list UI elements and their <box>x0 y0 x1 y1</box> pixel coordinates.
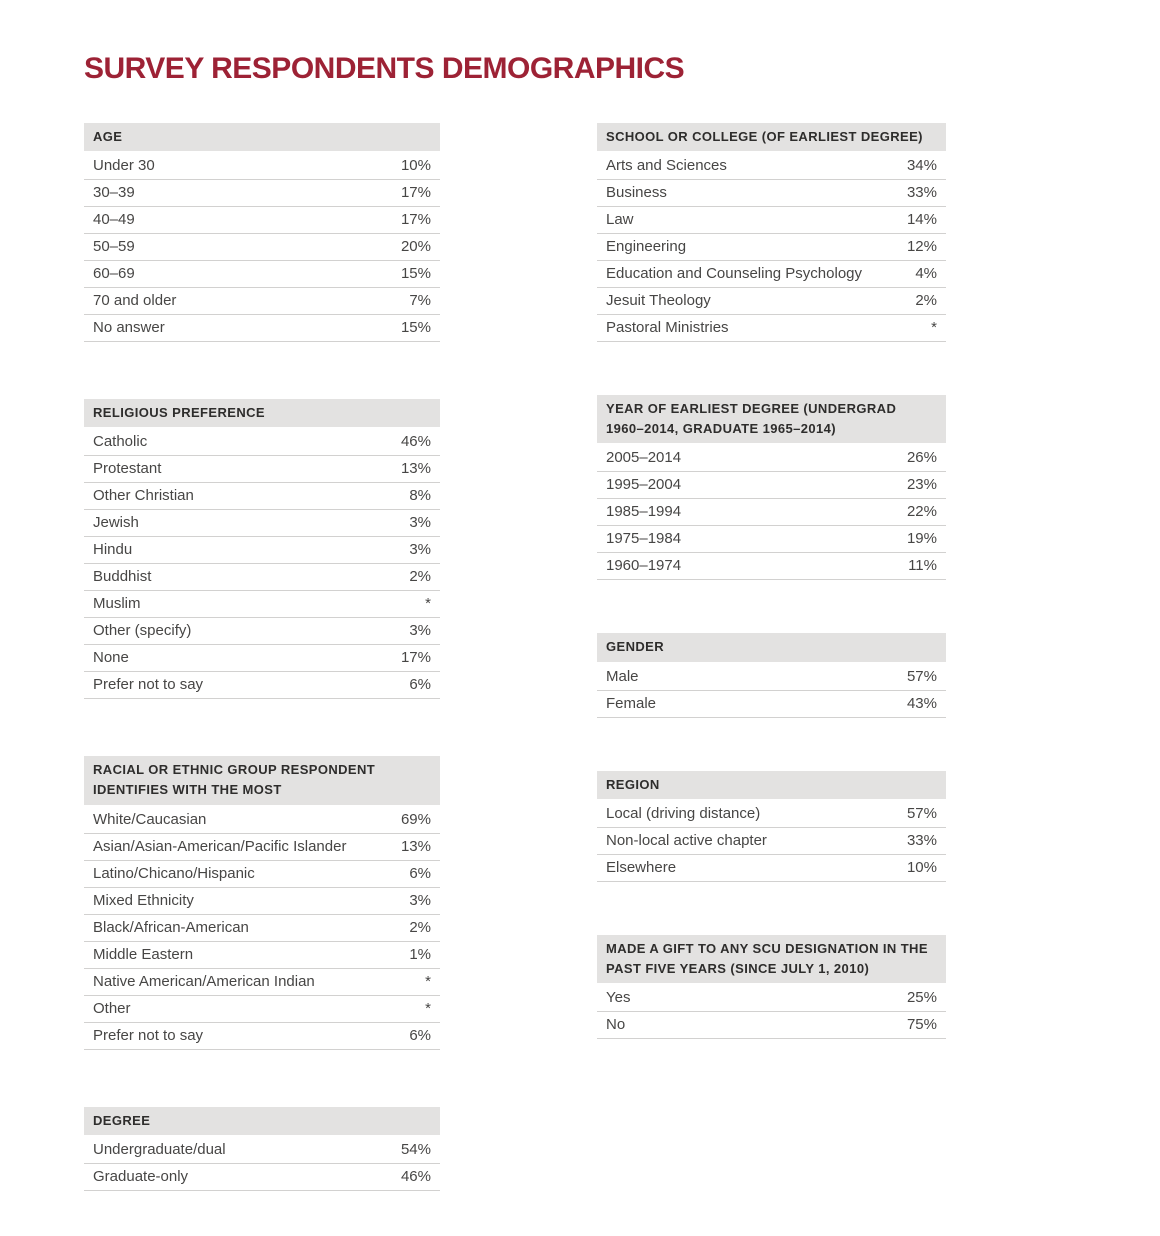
row-value: 1% <box>409 945 431 963</box>
row-label: Female <box>606 694 657 712</box>
row-value: * <box>425 972 431 990</box>
table-row <box>597 499 946 526</box>
table-row <box>597 180 946 207</box>
table-header: REGION <box>597 771 946 799</box>
row-label: 50–59 <box>93 238 135 256</box>
row-value: 3% <box>409 891 431 909</box>
table-row <box>597 828 946 855</box>
row-label: Male <box>606 667 639 685</box>
row-value: 34% <box>906 157 937 175</box>
row-value: 3% <box>409 541 431 559</box>
row-label: Jewish <box>93 514 139 532</box>
row-value: 6% <box>409 676 431 694</box>
table-row <box>84 207 440 234</box>
row-value: 17% <box>400 649 431 667</box>
row-value: 57% <box>906 804 937 822</box>
table-row <box>84 591 440 618</box>
row-label: Native American/American Indian <box>93 972 315 990</box>
table-header: AGE <box>84 123 440 151</box>
table-rows <box>84 807 440 1050</box>
table-row <box>84 915 440 942</box>
row-label: Education and Counseling Psychology <box>606 265 863 283</box>
table-row <box>84 261 440 288</box>
stat-table <box>597 633 946 717</box>
row-value: 22% <box>906 503 937 521</box>
row-label: Prefer not to say <box>93 676 204 694</box>
table-rows <box>84 429 440 699</box>
row-value: 17% <box>400 211 431 229</box>
table-row <box>597 472 946 499</box>
table-row <box>84 315 440 342</box>
table-rows <box>597 445 946 580</box>
row-value: 6% <box>409 1026 431 1044</box>
row-label: Business <box>606 184 667 202</box>
table-row <box>84 672 440 699</box>
row-value: 15% <box>400 265 431 283</box>
row-label: Asian/Asian-American/Pacific Islander <box>93 837 347 855</box>
row-value: 12% <box>906 238 937 256</box>
table-row <box>84 861 440 888</box>
row-label: Prefer not to say <box>93 1026 204 1044</box>
row-value: 54% <box>400 1140 431 1158</box>
page-title: SURVEY RESPONDENTS DEMOGRAPHICS <box>84 52 685 85</box>
table-row <box>597 691 946 718</box>
row-value: 25% <box>906 988 937 1006</box>
table-row <box>84 969 440 996</box>
row-value: 2% <box>409 568 431 586</box>
row-label: Law <box>606 211 634 229</box>
row-label: Pastoral Ministries <box>606 319 729 337</box>
row-label: Other (specify) <box>93 622 192 640</box>
row-value: * <box>931 319 937 337</box>
row-value: 69% <box>400 810 431 828</box>
row-value: 3% <box>409 514 431 532</box>
row-label: Undergraduate/dual <box>93 1140 226 1158</box>
row-label: Middle Eastern <box>93 945 194 963</box>
row-value: 57% <box>906 667 937 685</box>
row-value: 3% <box>409 622 431 640</box>
row-label: 1960–1974 <box>606 557 682 575</box>
left-column <box>84 123 440 1191</box>
table-row <box>597 664 946 691</box>
row-label: Mixed Ethnicity <box>93 891 194 909</box>
row-label: Under 30 <box>93 157 155 175</box>
table-rows <box>597 664 946 718</box>
table-row <box>84 834 440 861</box>
table-row <box>84 234 440 261</box>
table-header: YEAR OF EARLIEST DEGREE (UNDERGRAD 1960–2014, GRADUATE 1965–2014) <box>597 395 946 443</box>
row-label: Other <box>93 999 131 1017</box>
stat-table <box>84 1107 440 1191</box>
row-value: 14% <box>906 211 937 229</box>
table-row <box>84 1023 440 1050</box>
table-row <box>84 942 440 969</box>
row-value: 33% <box>906 184 937 202</box>
row-label: 30–39 <box>93 184 135 202</box>
table-row <box>84 996 440 1023</box>
row-label: Protestant <box>93 460 162 478</box>
row-value: 2% <box>409 918 431 936</box>
row-label: 1975–1984 <box>606 530 682 548</box>
row-label: Arts and Sciences <box>606 157 727 175</box>
stat-table <box>597 771 946 882</box>
table-header: SCHOOL OR COLLEGE (OF EARLIEST DEGREE) <box>597 123 946 151</box>
row-value: 43% <box>906 694 937 712</box>
row-label: 1985–1994 <box>606 503 682 521</box>
row-value: 10% <box>400 157 431 175</box>
row-label: Local (driving distance) <box>606 804 761 822</box>
table-row <box>84 564 440 591</box>
right-column <box>597 123 946 1039</box>
table-row <box>84 288 440 315</box>
table-row <box>597 553 946 580</box>
table-rows <box>597 801 946 882</box>
table-header: GENDER <box>597 633 946 661</box>
table-row <box>597 526 946 553</box>
table-row <box>597 153 946 180</box>
row-label: None <box>93 649 129 667</box>
table-row <box>84 180 440 207</box>
stat-table <box>597 935 946 1039</box>
row-value: 10% <box>906 858 937 876</box>
row-value: 33% <box>906 831 937 849</box>
row-value: * <box>425 999 431 1017</box>
row-label: 40–49 <box>93 211 135 229</box>
table-row <box>597 855 946 882</box>
tables-grid <box>84 123 1076 1191</box>
table-header: RELIGIOUS PREFERENCE <box>84 399 440 427</box>
row-label: 2005–2014 <box>606 449 682 467</box>
row-value: 15% <box>400 319 431 337</box>
stat-table <box>597 395 946 580</box>
table-row <box>597 985 946 1012</box>
row-value: 26% <box>906 449 937 467</box>
table-row <box>84 645 440 672</box>
table-row <box>84 537 440 564</box>
row-value: 2% <box>915 292 937 310</box>
row-label: 70 and older <box>93 292 177 310</box>
table-row <box>84 807 440 834</box>
row-value: 20% <box>400 238 431 256</box>
table-row <box>84 483 440 510</box>
row-value: 8% <box>409 487 431 505</box>
stat-table <box>84 399 440 699</box>
table-row <box>597 1012 946 1039</box>
table-row <box>597 801 946 828</box>
row-label: Yes <box>606 988 631 1006</box>
table-row <box>84 1164 440 1191</box>
row-label: Muslim <box>93 595 141 613</box>
row-value: 6% <box>409 864 431 882</box>
table-row <box>84 1137 440 1164</box>
table-row <box>597 315 946 342</box>
stat-table <box>84 756 440 1049</box>
table-row <box>597 261 946 288</box>
row-label: Other Christian <box>93 487 194 505</box>
row-label: Jesuit Theology <box>606 292 711 310</box>
table-row <box>84 429 440 456</box>
table-row <box>84 618 440 645</box>
row-label: 60–69 <box>93 265 135 283</box>
row-label: Catholic <box>93 433 148 451</box>
row-value: 13% <box>400 460 431 478</box>
stat-table <box>84 123 440 342</box>
table-rows <box>597 985 946 1039</box>
table-row <box>597 207 946 234</box>
row-label: No answer <box>93 319 165 337</box>
table-row <box>84 510 440 537</box>
row-label: Graduate-only <box>93 1167 189 1185</box>
row-label: Non-local active chapter <box>606 831 767 849</box>
row-value: 75% <box>906 1015 937 1033</box>
row-value: 23% <box>906 476 937 494</box>
row-label: Hindu <box>93 541 133 559</box>
table-row <box>84 153 440 180</box>
table-header: DEGREE <box>84 1107 440 1135</box>
row-value: 7% <box>409 292 431 310</box>
row-value: 46% <box>400 1167 431 1185</box>
row-value: 11% <box>908 557 937 575</box>
table-header: MADE A GIFT TO ANY SCU DESIGNATION IN THE PAST FIVE YEARS (SINCE JULY 1, 2010) <box>597 935 946 983</box>
table-row <box>597 445 946 472</box>
row-value: * <box>425 595 431 613</box>
table-rows <box>597 153 946 342</box>
table-row <box>597 234 946 261</box>
row-label: Elsewhere <box>606 858 677 876</box>
row-value: 19% <box>906 530 937 548</box>
row-label: Latino/Chicano/Hispanic <box>93 864 255 882</box>
row-label: Buddhist <box>93 568 152 586</box>
row-label: 1995–2004 <box>606 476 682 494</box>
table-rows <box>84 1137 440 1191</box>
table-row <box>84 888 440 915</box>
table-rows <box>84 153 440 342</box>
table-header: RACIAL OR ETHNIC GROUP RESPONDENT IDENTIFIES WITH THE MOST <box>84 756 440 804</box>
row-label: Black/African-American <box>93 918 249 936</box>
row-label: No <box>606 1015 626 1033</box>
row-label: Engineering <box>606 238 687 256</box>
row-label: White/Caucasian <box>93 810 207 828</box>
table-row <box>597 288 946 315</box>
stat-table <box>597 123 946 342</box>
row-value: 17% <box>400 184 431 202</box>
row-value: 4% <box>915 265 937 283</box>
row-value: 46% <box>400 433 431 451</box>
table-row <box>84 456 440 483</box>
row-value: 13% <box>400 837 431 855</box>
